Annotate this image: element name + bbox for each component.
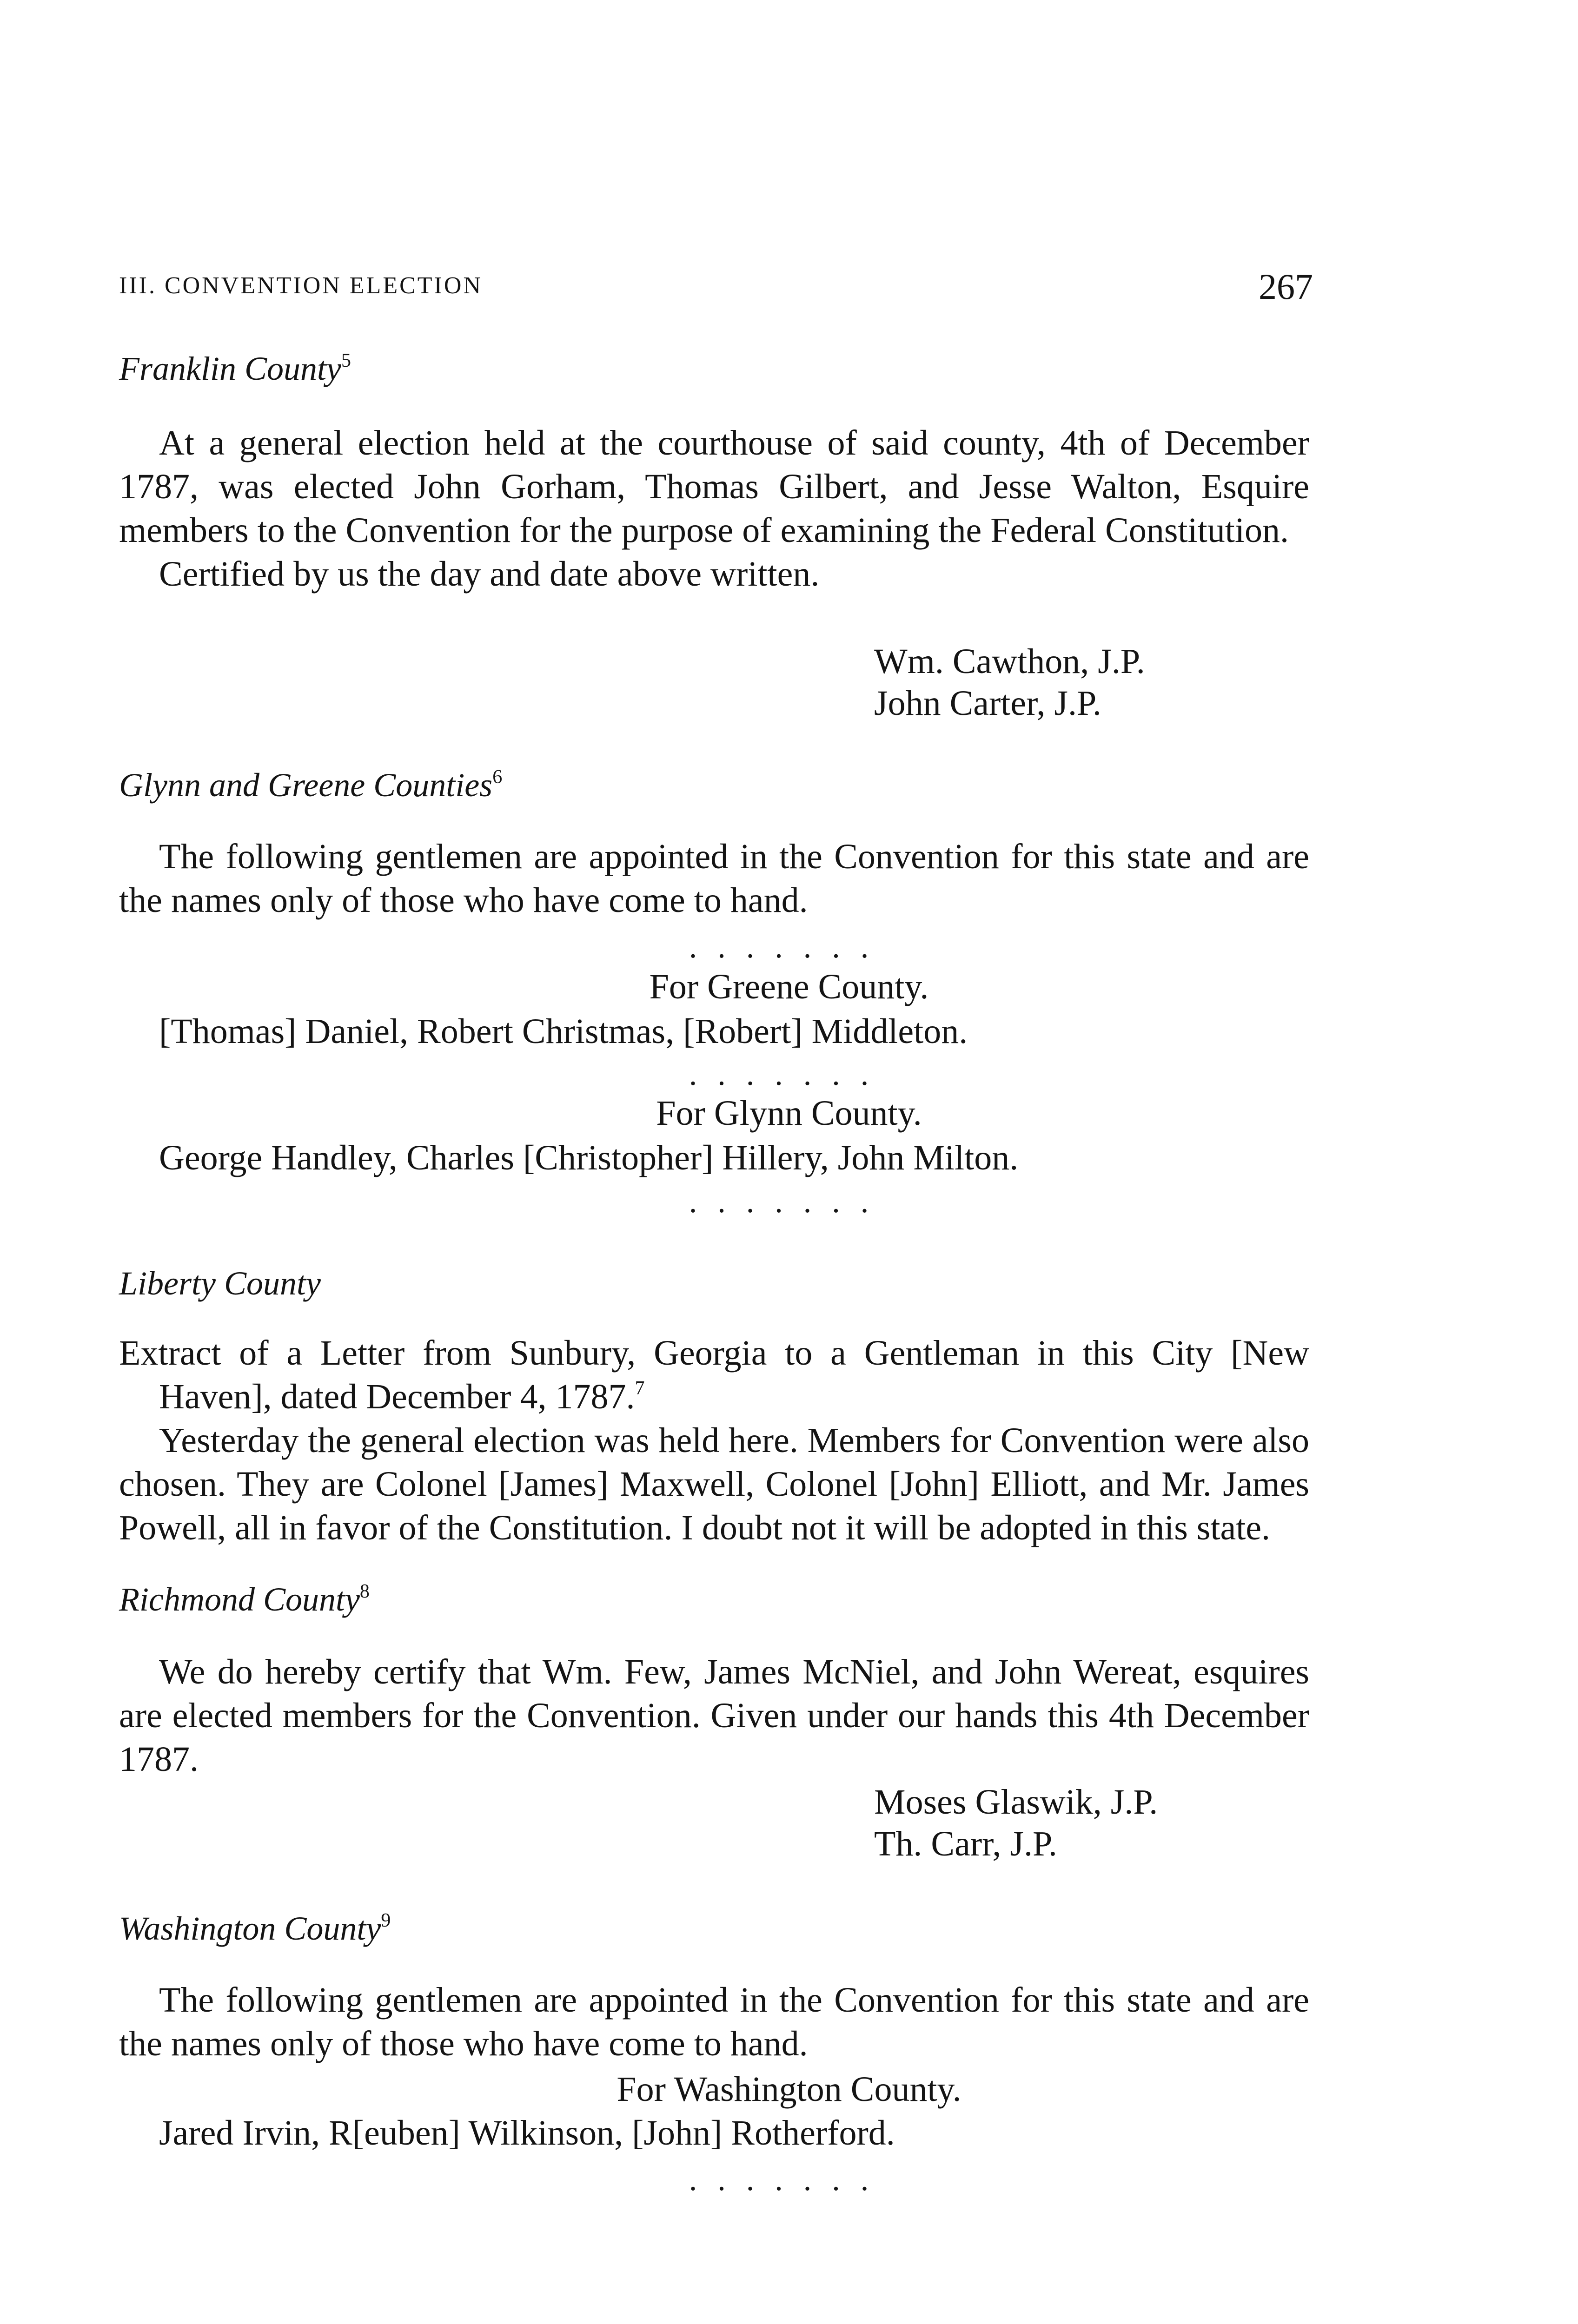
footnote-marker: 6 [492,766,503,788]
glynn-greene-text: The following gentlemen are appointed in the Convention for this state and are the names only of those who have come to hand. [119,837,1309,920]
franklin-signature-2: John Carter, J.P. [874,684,1101,723]
richmond-county-paragraph [119,1650,1309,1781]
richmond-signature-1: Moses Glaswik, J.P. [874,1783,1158,1822]
heading-text: Glynn and Greene Counties [119,766,493,804]
heading-text: Richmond County [119,1581,360,1618]
page-number: 267 [1259,266,1313,307]
franklin-signature-1: Wm. Cawthon, J.P. [874,642,1145,681]
washington-county-names: Jared Irvin, R[euben] Wilkinson, [John] Rotherford. [159,2113,895,2152]
running-head: III. CONVENTION ELECTION [119,272,483,299]
washington-text: The following gentlemen are appointed in the Convention for this state and are the names only of those who have come to hand. [119,1981,1309,2063]
ellipsis-dots: ....... [689,929,889,965]
greene-county-label: For Greene County. [649,967,929,1006]
franklin-certificate-text: At a general election held at the courthouse of said county, 4th of December 1787, was elected John Gorham, Thomas Gilbert, and Jesse Walton, Esquire members to the Convention for the purpose of examining the Federal Constitution. [119,423,1309,550]
franklin-county-paragraph [119,421,1309,596]
glynn-greene-heading [119,766,502,805]
washington-county-paragraph [119,1978,1309,2066]
glynn-county-names: George Handley, Charles [Christopher] Hillery, John Milton. [159,1138,1019,1177]
liberty-county-paragraph [119,1331,1309,1550]
heading-text: Washington County [119,1910,381,1947]
footnote-marker: 9 [381,1910,391,1931]
washington-county-label: For Washington County. [617,2070,961,2109]
richmond-county-heading [119,1580,370,1619]
footnote-marker: 8 [359,1581,370,1602]
franklin-county-heading [119,350,351,388]
heading-text: Franklin County [119,350,341,387]
footnote-marker: 7 [635,1378,645,1399]
footnote-marker: 5 [341,350,351,371]
liberty-county-heading: Liberty County [119,1265,321,1302]
richmond-signature-2: Th. Carr, J.P. [874,1824,1057,1863]
washington-county-heading [119,1909,391,1948]
liberty-letter-text: Yesterday the general election was held here. Members for Convention were also chosen. They are Colonel [James] Maxwell, Colonel [John] Elliott, and Mr. James Powell, all in favor of the Constitution. I doubt not it will be adopted in this state. [119,1421,1309,1547]
ellipsis-dots: ....... [689,2162,889,2198]
richmond-certificate-text: We do hereby certify that Wm. Few, James McNiel, and John Wereat, esquires are elected members for the Convention. Given under our hands this 4th December 1787. [119,1652,1309,1779]
ellipsis-dots: ....... [689,1184,889,1220]
glynn-county-label: For Glynn County. [656,1094,922,1133]
franklin-certified-text: Certified by us the day and date above written. [159,555,820,594]
ellipsis-dots: ....... [689,1056,889,1092]
extract-text: Extract of a Letter from Sunbury, Georgia to a Gentleman in this City [New Haven], dated December 4, 1787. [119,1334,1309,1416]
liberty-extract-title [119,1331,1309,1419]
greene-county-names: [Thomas] Daniel, Robert Christmas, [Robert] Middleton. [159,1012,968,1051]
glynn-greene-paragraph [119,835,1309,922]
